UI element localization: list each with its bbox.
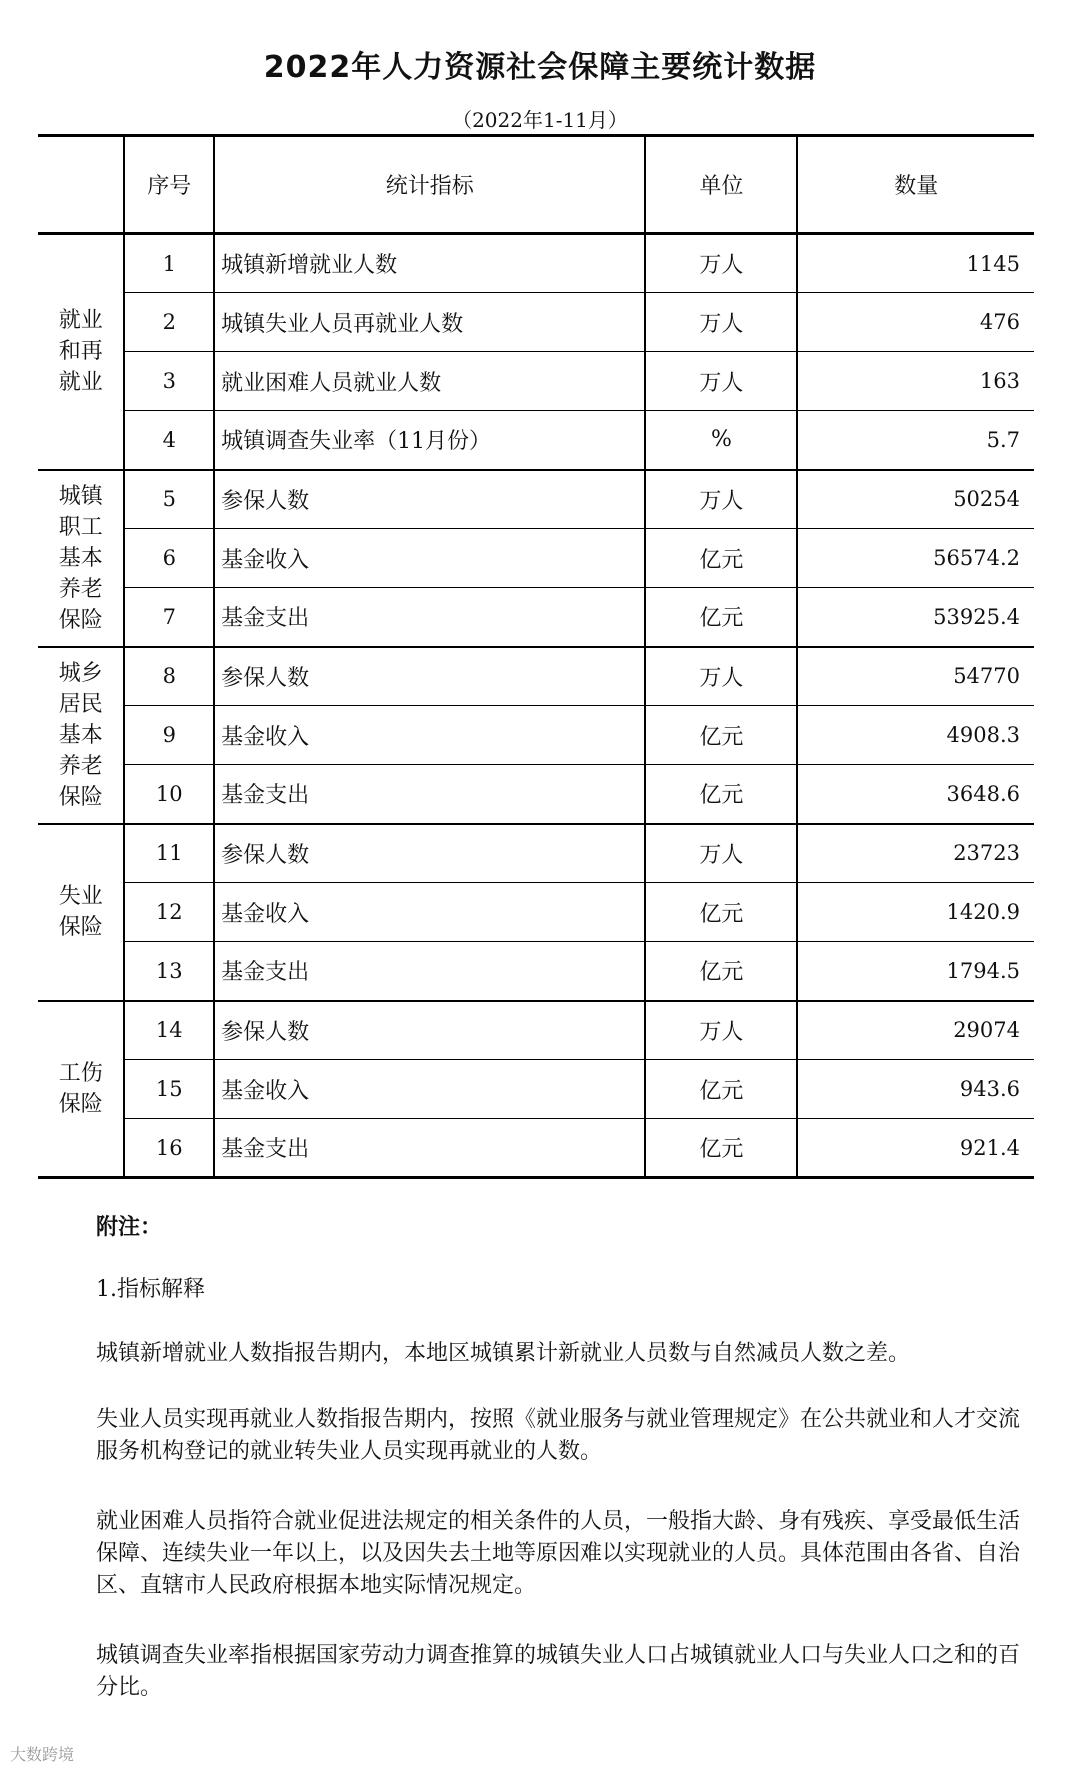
- table-row: [38, 883, 1034, 942]
- table-row: [38, 411, 1034, 470]
- cell-unit: 万人: [645, 1001, 797, 1060]
- cell-indicator: 就业困难人员就业人数: [214, 352, 645, 411]
- cell-indicator: 参保人数: [214, 470, 645, 529]
- cell-unit: 亿元: [645, 1119, 797, 1178]
- cell-seq: 7: [124, 588, 214, 647]
- header-indicator: 统计指标: [214, 136, 645, 234]
- cell-indicator: 城镇新增就业人数: [214, 234, 645, 293]
- cell-seq: 14: [124, 1001, 214, 1060]
- cell-seq: 13: [124, 942, 214, 1001]
- header-group-column: [38, 136, 124, 234]
- page-title: 2022年人力资源社会保障主要统计数据: [263, 50, 817, 85]
- cell-unit: 亿元: [645, 942, 797, 1001]
- cell-unit: 亿元: [645, 883, 797, 942]
- cell-indicator: 基金支出: [214, 1119, 645, 1178]
- cell-value: 921.4: [797, 1119, 1034, 1178]
- cell-value: 4908.3: [797, 706, 1034, 765]
- cell-indicator: 基金支出: [214, 765, 645, 824]
- cell-indicator: 基金收入: [214, 883, 645, 942]
- cell-seq: 6: [124, 529, 214, 588]
- table-row: [38, 706, 1034, 765]
- cell-value: 56574.2: [797, 529, 1034, 588]
- table-row: [38, 234, 1034, 293]
- cell-indicator: 参保人数: [214, 824, 645, 883]
- cell-value: 1420.9: [797, 883, 1034, 942]
- table-row: [38, 588, 1034, 647]
- notes-heading: 附注：: [96, 1215, 163, 1240]
- cell-seq: 4: [124, 411, 214, 470]
- table-body: [38, 234, 1034, 1178]
- cell-indicator: 基金收入: [214, 529, 645, 588]
- table-row: [38, 765, 1034, 824]
- table-row: [38, 470, 1034, 529]
- cell-unit: 亿元: [645, 588, 797, 647]
- cell-seq: 2: [124, 293, 214, 352]
- cell-value: 3648.6: [797, 765, 1034, 824]
- cell-unit: 万人: [645, 824, 797, 883]
- cell-unit: 亿元: [645, 1060, 797, 1119]
- cell-value: 29074: [797, 1001, 1034, 1060]
- table-row: [38, 942, 1034, 1001]
- cell-value: 1794.5: [797, 942, 1034, 1001]
- cell-unit: 万人: [645, 352, 797, 411]
- table-row: [38, 1001, 1034, 1060]
- cell-seq: 5: [124, 470, 214, 529]
- group-label: 工伤 保险: [38, 1001, 124, 1178]
- cell-indicator: 参保人数: [214, 647, 645, 706]
- cell-seq: 8: [124, 647, 214, 706]
- cell-value: 23723: [797, 824, 1034, 883]
- group-label: 失业 保险: [38, 824, 124, 1001]
- cell-value: 50254: [797, 470, 1034, 529]
- header-seq: 序号: [124, 136, 214, 234]
- cell-seq: 10: [124, 765, 214, 824]
- table-row: [38, 824, 1034, 883]
- cell-unit: 亿元: [645, 765, 797, 824]
- cell-unit: 万人: [645, 234, 797, 293]
- notes-section-title: 1.指标解释: [96, 1277, 205, 1302]
- cell-seq: 9: [124, 706, 214, 765]
- cell-seq: 16: [124, 1119, 214, 1178]
- header-unit: 单位: [645, 136, 797, 234]
- table-row: [38, 1119, 1034, 1178]
- cell-value: 54770: [797, 647, 1034, 706]
- cell-seq: 11: [124, 824, 214, 883]
- note-paragraph: 就业困难人员指符合就业促进法规定的相关条件的人员，一般指大龄、身有残疾、享受最低生活保障、连续失业一年以上，以及因失去土地等原因难以实现就业的人员。具体范围由各省、自治区、直辖市人民政府根据本地实际情况规定。: [96, 1509, 1021, 1598]
- header-value: 数量: [797, 136, 1034, 234]
- cell-value: 1145: [797, 234, 1034, 293]
- cell-unit: %: [645, 411, 797, 470]
- table-header-row: [38, 136, 1034, 234]
- note-paragraph: 失业人员实现再就业人数指报告期内，按照《就业服务与就业管理规定》在公共就业和人才交流服务机构登记的就业转失业人员实现再就业的人数。: [96, 1407, 1021, 1464]
- cell-unit: 万人: [645, 647, 797, 706]
- group-label: 城乡 居民 基本 养老 保险: [38, 647, 124, 824]
- cell-seq: 1: [124, 234, 214, 293]
- note-paragraph: 城镇新增就业人数指报告期内，本地区城镇累计新就业人员数与自然减员人数之差。: [96, 1341, 911, 1366]
- cell-indicator: 参保人数: [214, 1001, 645, 1060]
- cell-unit: 万人: [645, 470, 797, 529]
- group-label: 城镇 职工 基本 养老 保险: [38, 470, 124, 647]
- cell-value: 53925.4: [797, 588, 1034, 647]
- table-row: [38, 293, 1034, 352]
- cell-unit: 亿元: [645, 529, 797, 588]
- cell-value: 943.6: [797, 1060, 1034, 1119]
- table-row: [38, 647, 1034, 706]
- cell-seq: 3: [124, 352, 214, 411]
- cell-value: 5.7: [797, 411, 1034, 470]
- cell-value: 163: [797, 352, 1034, 411]
- cell-indicator: 基金支出: [214, 588, 645, 647]
- table-row: [38, 1060, 1034, 1119]
- cell-indicator: 城镇调查失业率（11月份）: [214, 411, 645, 470]
- page-subtitle: （2022年1-11月）: [452, 108, 628, 132]
- cell-seq: 15: [124, 1060, 214, 1119]
- cell-seq: 12: [124, 883, 214, 942]
- note-paragraph: 城镇调查失业率指根据国家劳动力调查推算的城镇失业人口占城镇就业人口与失业人口之和的百分比。: [96, 1643, 1021, 1700]
- table-row: [38, 352, 1034, 411]
- cell-indicator: 基金收入: [214, 1060, 645, 1119]
- table-row: [38, 529, 1034, 588]
- group-label: 就业 和再 就业: [38, 234, 124, 470]
- cell-indicator: 城镇失业人员再就业人数: [214, 293, 645, 352]
- cell-unit: 亿元: [645, 706, 797, 765]
- cell-unit: 万人: [645, 293, 797, 352]
- cell-value: 476: [797, 293, 1034, 352]
- statistics-table: [38, 134, 1034, 1179]
- watermark-text: 大数跨境: [10, 1745, 75, 1764]
- cell-indicator: 基金支出: [214, 942, 645, 1001]
- cell-indicator: 基金收入: [214, 706, 645, 765]
